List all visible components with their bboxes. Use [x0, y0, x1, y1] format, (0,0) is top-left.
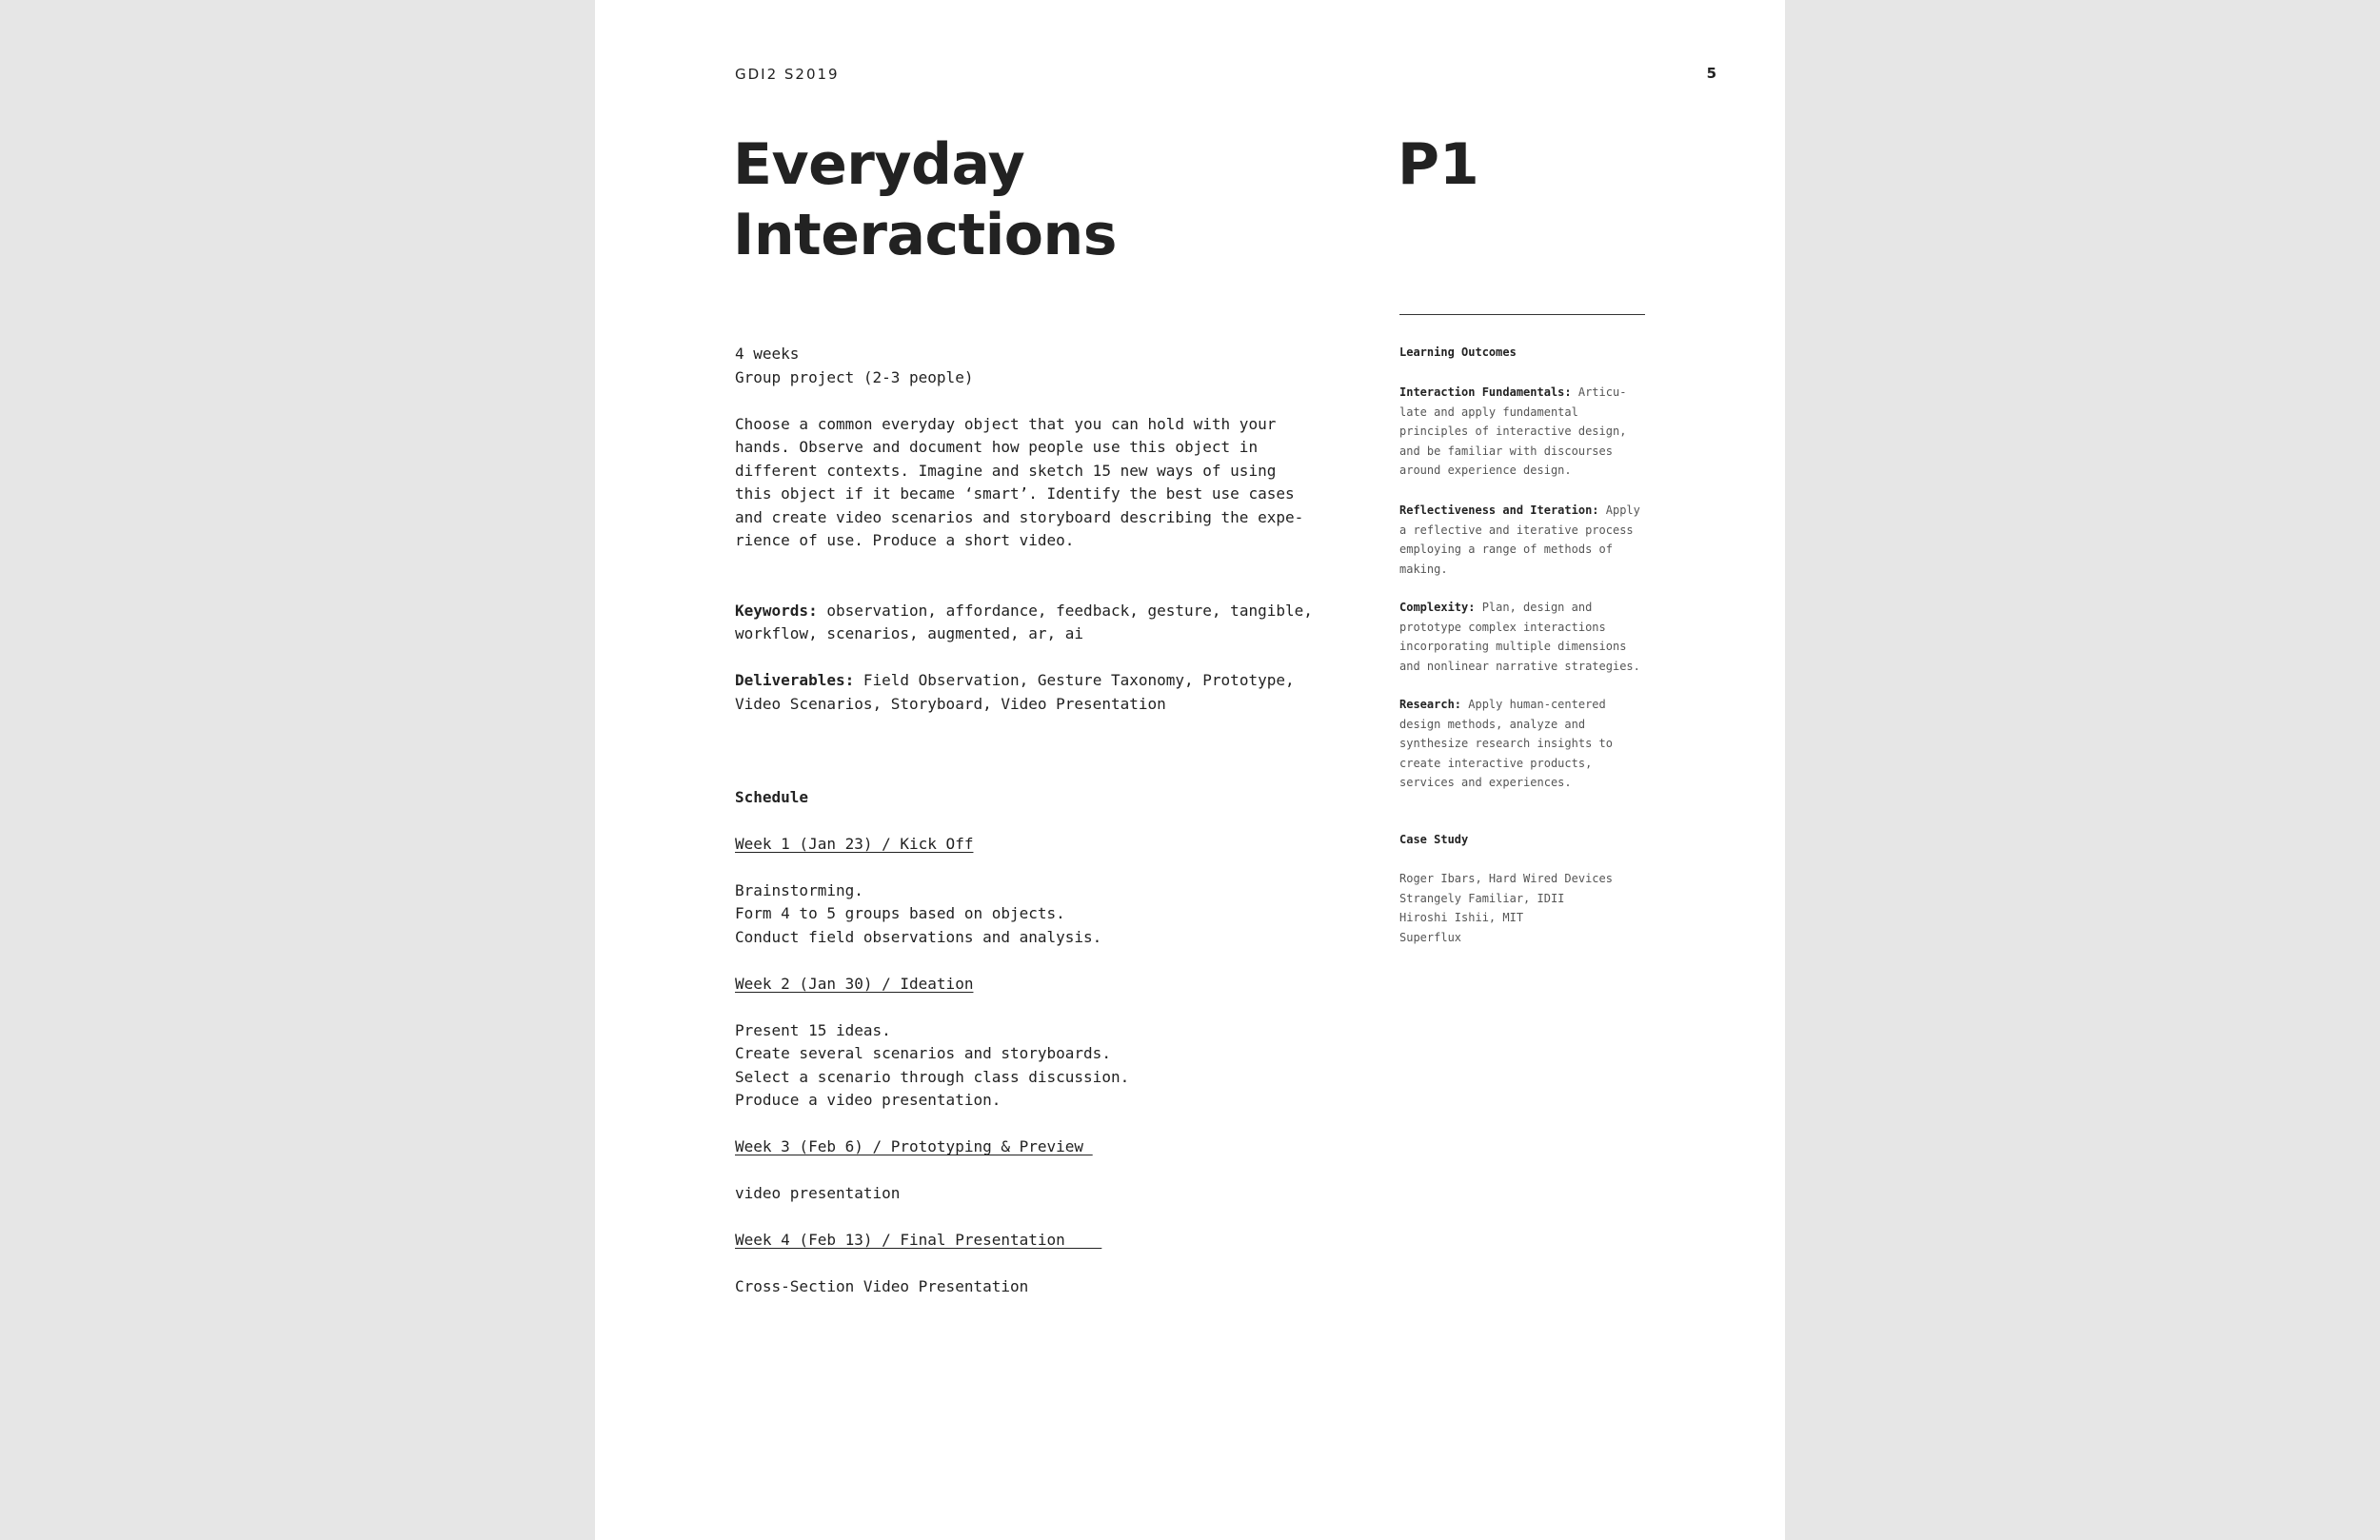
deliverables-text: Video Scenarios, Storyboard, Video Presentation — [735, 694, 1166, 713]
sidebar-divider — [1399, 314, 1645, 315]
case-study-item: Superflux — [1399, 930, 1462, 944]
outcome-text: services and experiences. — [1399, 776, 1572, 789]
brief-line: rience of use. Produce a short video. — [735, 531, 1075, 549]
outcome-text: and nonlinear narrative strategies. — [1399, 659, 1640, 673]
outcome-reflectiveness — [1399, 501, 1649, 579]
schedule-item: Form 4 to 5 groups based on objects. — [735, 904, 1065, 922]
group-size: Group project (2-3 people) — [735, 367, 974, 386]
outcome-text: principles of interactive design, — [1399, 424, 1627, 438]
outcome-text: Articu- — [1571, 385, 1627, 399]
week-1-title: Week 1 (Jan 23) / Kick Off — [735, 834, 974, 853]
deliverables — [735, 669, 1344, 716]
outcome-text: making. — [1399, 562, 1448, 576]
learning-outcomes-heading: Learning Outcomes — [1399, 346, 1517, 359]
course-code: GDI2 S2019 — [735, 66, 840, 83]
outcome-text: prototype complex interactions — [1399, 620, 1606, 634]
outcome-text: synthesize research insights to — [1399, 737, 1613, 750]
case-study-item: Roger Ibars, Hard Wired Devices — [1399, 872, 1613, 885]
outcome-text: Apply — [1598, 503, 1640, 517]
outcome-interaction-fundamentals — [1399, 383, 1649, 481]
schedule-item: Select a scenario through class discussion. — [735, 1067, 1130, 1086]
keywords — [735, 600, 1344, 646]
keywords-label: Keywords: — [735, 601, 818, 620]
case-study-heading: Case Study — [1399, 833, 1469, 846]
case-study-list — [1399, 869, 1649, 947]
schedule-heading: Schedule — [735, 787, 809, 806]
outcome-label: Research: — [1399, 698, 1462, 711]
schedule-item: Present 15 ideas. — [735, 1020, 891, 1039]
schedule-item: Brainstorming. — [735, 880, 863, 899]
page-number: 5 — [1706, 65, 1716, 82]
outcome-text: Plan, design and — [1475, 601, 1593, 614]
week-4-title: Week 4 (Feb 13) / Final Presentation — [735, 1231, 1102, 1249]
brief-line: hands. Observe and document how people use this object in — [735, 438, 1259, 456]
schedule-item: Conduct field observations and analysis. — [735, 927, 1102, 946]
duration: 4 weeks — [735, 345, 800, 363]
outcome-text: late and apply fundamental — [1399, 405, 1578, 419]
outcome-complexity — [1399, 598, 1649, 676]
outcome-text: incorporating multiple dimensions — [1399, 640, 1627, 653]
keywords-text: observation, affordance, feedback, gesture, tangible, — [817, 601, 1313, 620]
week-3-title: Week 3 (Feb 6) / Prototyping & Preview — [735, 1137, 1093, 1155]
outcome-text: Apply human-centered — [1461, 698, 1606, 711]
outcome-research — [1399, 695, 1649, 793]
schedule — [735, 786, 1344, 1299]
project-brief — [735, 413, 1344, 553]
outcome-text: and be familiar with discourses — [1399, 444, 1613, 458]
schedule-item: video presentation — [735, 1184, 901, 1202]
outcome-text: design methods, analyze and — [1399, 717, 1586, 731]
keywords-text: workflow, scenarios, augmented, ar, ai — [735, 624, 1084, 642]
title-line-1: Everyday — [733, 131, 1025, 198]
brief-line: this object if it became ‘smart’. Identify the best use cases — [735, 484, 1295, 503]
schedule-item: Produce a video presentation. — [735, 1091, 1002, 1109]
page-title — [733, 129, 1304, 270]
outcome-text: employing a range of methods of — [1399, 543, 1613, 556]
schedule-item: Cross-Section Video Presentation — [735, 1277, 1029, 1295]
schedule-item: Create several scenarios and storyboards. — [735, 1044, 1111, 1062]
project-code: P1 — [1398, 131, 1479, 198]
week-2-title: Week 2 (Jan 30) / Ideation — [735, 974, 974, 993]
case-study-item: Hiroshi Ishii, MIT — [1399, 911, 1524, 924]
case-study-item: Strangely Familiar, IDII — [1399, 891, 1565, 905]
outcome-text: around experience design. — [1399, 464, 1572, 477]
outcome-text: a reflective and iterative process — [1399, 523, 1634, 537]
outcome-text: create interactive products, — [1399, 756, 1593, 770]
outcome-label: Complexity: — [1399, 601, 1476, 614]
project-description — [735, 343, 1344, 1299]
deliverables-label: Deliverables: — [735, 671, 855, 689]
document-page — [595, 0, 1785, 1540]
brief-line: and create video scenarios and storyboard describing the expe- — [735, 507, 1304, 526]
brief-line: Choose a common everyday object that you can hold with your — [735, 414, 1277, 433]
brief-line: different contexts. Imagine and sketch 15 new ways of using — [735, 461, 1277, 480]
outcome-label: Interaction Fundamentals: — [1399, 385, 1572, 399]
deliverables-text: Field Observation, Gesture Taxonomy, Prototype, — [854, 671, 1295, 689]
outcome-label: Reflectiveness and Iteration: — [1399, 503, 1599, 517]
title-line-2: Interactions — [733, 202, 1117, 268]
